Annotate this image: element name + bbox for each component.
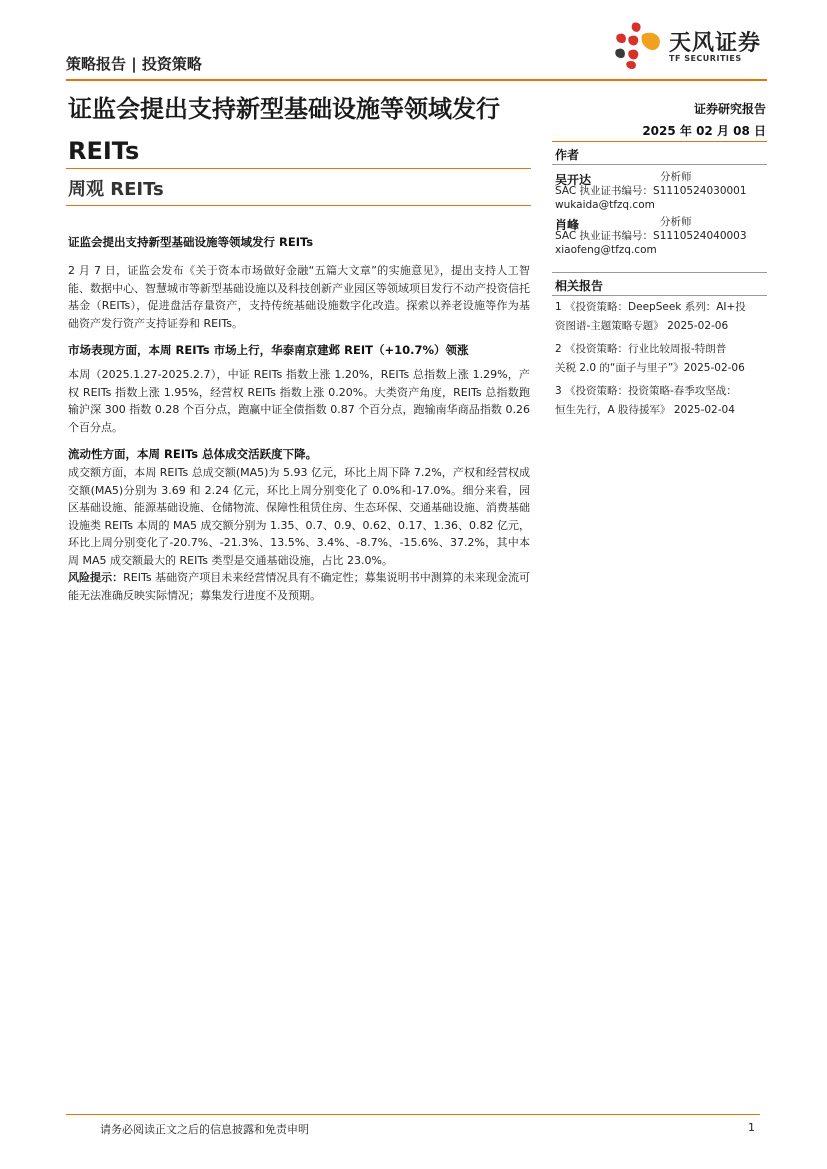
report-subtitle: 周观 REITs	[68, 179, 164, 200]
logo-subtext: TF SECURITIES	[669, 54, 742, 63]
footer-rule	[66, 1114, 760, 1115]
report-category: 策略报告 | 投资策略	[66, 55, 202, 73]
section-heading-liquidity: 流动性方面，本周 REITs 总体成交活跃度下降。	[68, 447, 318, 461]
page-number: 1	[748, 1121, 755, 1134]
related-item[interactable]: 3 《投资策略：投资策略-春季攻坚战： 恒生先行，A 股待援军》 2025-02-04	[555, 385, 737, 416]
author-name: 吴开达	[555, 173, 592, 187]
authors-rule	[552, 164, 767, 165]
author-cert: SAC 执业证书编号：S1110524030001	[555, 185, 747, 197]
author-cert: SAC 执业证书编号：S1110524040003	[555, 230, 747, 242]
section-paragraph-policy: 2 月 7 日，证监会发布《关于资本市场做好金融“五篇大文章”的实施意见》，提出支持人工智能、数据中心、智慧城市等新型基础设施以及科技创新产业园区等领域项目发行不动产投资信托基金（REITs），促进盘活存量资产，支持传统基础设施数字化改造。探索以养老设施等作为基础资产发行资产支持证券和 REITs。	[68, 264, 530, 330]
authors-heading: 作者	[555, 148, 580, 162]
company-logo	[613, 20, 763, 70]
footer-disclaimer: 请务必阅读正文之后的信息披露和免责申明	[100, 1123, 309, 1136]
section-paragraph-liquidity: 成交额方面，本周 REITs 总成交额(MA5)为 5.93 亿元，环比上周下降 7.2%，产权和经营权成交额(MA5)分别为 3.69 和 2.24 亿元，环比上周分别变化了 0.0%和-17.0%。细分来看，园区基础设施、能源基础设施、仓储物流、保障性租赁住房、生态环保、交通基础设施、消费基础设施类 REITs 本周的 MA5 成交额分别为 1.35、0.7、0.9、0.62、0.17、1.36、0.82 亿元，环比上周分别变化了-20.7%、-21.3%、13.5%、3.4%、-8.7%、-15.6%、37.2%，其中本周 MA5 成交额最大的 REITs 类型是交通基础设施，占比 23.0%。	[68, 466, 530, 567]
risk-warning	[68, 569, 530, 604]
meta-rule	[552, 141, 767, 142]
title-line-1: 证监会提出支持新型基础设施等领域发行	[68, 95, 500, 123]
title-rule	[66, 168, 531, 169]
subtitle-rule	[66, 205, 531, 206]
related-heading: 相关报告	[555, 279, 604, 293]
author-role: 分析师	[660, 216, 692, 228]
author-email[interactable]: xiaofeng@tfzq.com	[555, 244, 657, 256]
report-type: 证券研究报告	[693, 102, 766, 116]
author-email[interactable]: wukaida@tfzq.com	[555, 199, 655, 211]
header-rule	[66, 79, 767, 81]
author-role: 分析师	[660, 171, 692, 183]
title-line-2: REITs	[68, 137, 140, 165]
author-block-1	[555, 169, 767, 212]
related-list	[555, 298, 770, 420]
related-top-rule	[552, 272, 767, 273]
related-item[interactable]: 2 《投资策略：行业比较周报-特朗普 关税 2.0 的“面子与里子”》2025-02-06	[555, 343, 745, 374]
related-rule	[552, 295, 767, 296]
report-title	[68, 88, 538, 172]
report-date: 2025 年 02 月 08 日	[642, 124, 766, 138]
risk-label: 风险提示：	[68, 571, 124, 584]
section-heading-policy: 证监会提出支持新型基础设施等领域发行 REITs	[68, 235, 314, 249]
risk-text: REITs 基础资产项目未来经营情况具有不确定性；募集说明书中测算的未来现金流可能无法准确反映实际情况；募集发行进度不及预期。	[68, 571, 531, 602]
section-heading-market: 市场表现方面，本周 REITs 市场上行，华泰南京建邺 REIT（+10.7%）领涨	[68, 343, 469, 357]
author-block-2	[555, 214, 767, 257]
related-item[interactable]: 1 《投资策略：DeepSeek 系列：AI+投 资图谱-主题策略专题》 2025-02-06	[555, 301, 746, 332]
logo-text: 天风证券	[669, 31, 762, 56]
report-body	[68, 234, 530, 604]
logo-mark-icon	[613, 20, 665, 70]
author-name: 肖峰	[555, 218, 580, 232]
section-paragraph-market: 本周（2025.1.27-2025.2.7），中证 REITs 指数上涨 1.20%，REITs 总指数上涨 1.29%，产权 REITs 指数上涨 1.95%，经营权 REITs 指数上涨 0.20%。大类资产角度，REITs 总指数跑输沪深 300 指数 0.28 个百分点，跑赢中证全债指数 0.87 个百分点，跑输南华商品指数 0.26 个百分点。	[68, 368, 530, 434]
